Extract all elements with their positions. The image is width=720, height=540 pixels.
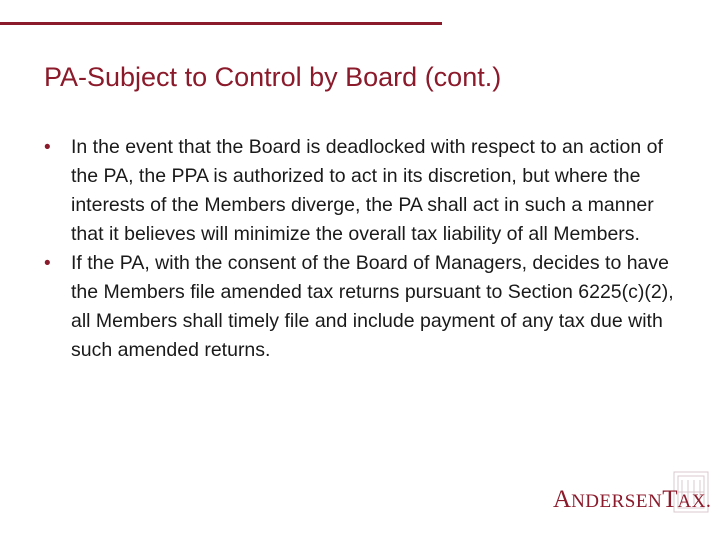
bullet-item	[46, 249, 686, 365]
bullet-text: If the PA, with the consent of the Board of Managers, decides to have the Members file amended tax returns pursuant to Section 6225(c)(2), all Members shall timely file and include payment of any tax due with such amended returns.	[71, 252, 674, 361]
andersen-tax-logo: ANDERSENTAX.	[553, 486, 711, 513]
slide-title: PA-Subject to Control by Board (cont.)	[44, 62, 502, 92]
bullet-icon: •	[44, 253, 51, 274]
bullet-item	[46, 133, 686, 249]
bullet-text: In the event that the Board is deadlocked with respect to an action of the PA, the PPA is authorized to act in its discretion, but where the interests of the Members diverge, the PA shall act in such a manner that it believes will minimize the overall tax liability of all Members.	[71, 136, 663, 245]
header-rule	[0, 22, 442, 25]
bullet-list	[46, 133, 686, 365]
bullet-icon: •	[44, 137, 51, 158]
